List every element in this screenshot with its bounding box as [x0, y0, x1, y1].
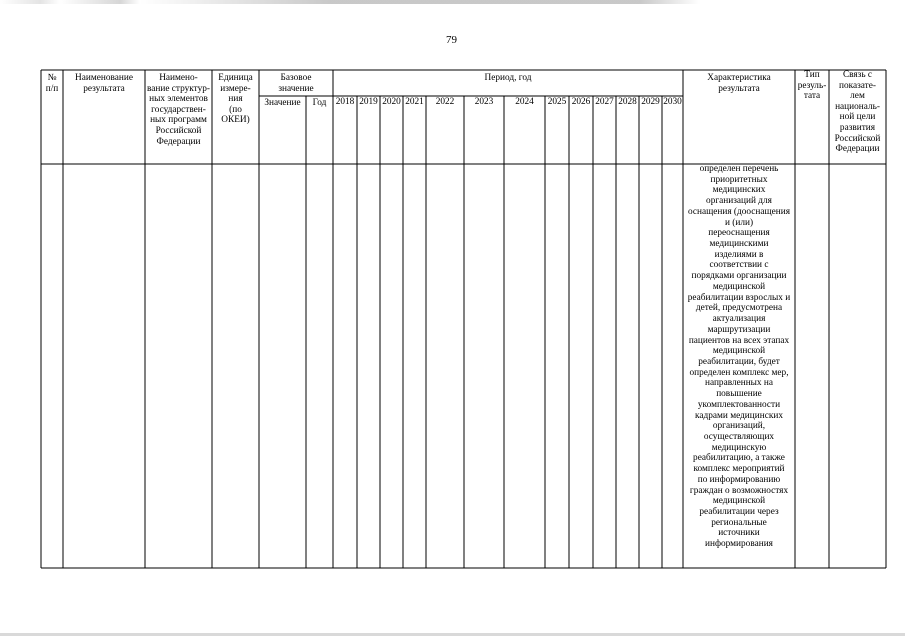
characteristic-line: информирования: [705, 539, 773, 550]
header-period: Период, год: [484, 73, 532, 83]
page-number: 79: [446, 34, 457, 46]
characteristic-line: организаций,: [712, 421, 766, 432]
year-2027: 2027: [595, 97, 614, 107]
characteristic-line: определен перечень: [699, 164, 779, 174]
header-link: Связь с показате- лем националь- ной цели развития Российской Федерации: [834, 70, 881, 155]
year-2020: 2020: [382, 97, 401, 107]
characteristic-line: комплекс мероприятий: [693, 464, 785, 475]
year-2023: 2023: [474, 97, 494, 107]
characteristic-line: переоснащения: [708, 228, 770, 239]
characteristic-line: организаций для: [706, 196, 772, 207]
characteristic-line: реабилитацию, а также: [693, 453, 785, 464]
characteristic-line: региональные: [711, 517, 767, 528]
year-2026: 2026: [571, 97, 591, 107]
year-2019: 2019: [359, 97, 378, 107]
header-unit: Единица измере- ния (по ОКЕИ): [218, 73, 253, 126]
characteristic-line: граждан о возможностях: [689, 485, 789, 496]
characteristic-line: маршрутизации: [707, 324, 771, 335]
characteristic-line: медицинскими: [709, 239, 769, 250]
characteristic-line: направленных на: [704, 378, 774, 389]
year-2024: 2024: [515, 97, 534, 107]
header-base-year-col: Год: [312, 98, 327, 108]
characteristic-line: реабилитации через: [699, 507, 779, 517]
year-2030: 2030: [663, 97, 682, 107]
year-2025: 2025: [547, 97, 567, 107]
characteristic-line: кадрами медицинских: [695, 410, 783, 421]
characteristic-line: детей, предусмотрена: [695, 303, 783, 314]
characteristic-line: медицинской: [712, 346, 766, 357]
header-type: Тип резуль- тата: [797, 70, 827, 102]
characteristic-line: пациентов на всех этапах: [688, 335, 790, 346]
year-2021: 2021: [405, 97, 424, 107]
header-base-value-col: Значение: [264, 98, 301, 108]
characteristic-line: соответствии с: [709, 260, 769, 271]
characteristic-line: приоритетных: [710, 174, 768, 185]
header-base-value: Базовое значение: [278, 73, 314, 94]
characteristic-line: оснащения (дооснащения: [687, 206, 791, 217]
characteristic-line: по информированию: [697, 474, 781, 485]
characteristic-line: осуществляющих: [703, 431, 775, 442]
characteristic-line: укомплектованности: [697, 399, 781, 410]
characteristic-line: актуализация: [712, 314, 766, 325]
characteristic-line: источники: [718, 528, 760, 539]
year-2022: 2022: [435, 97, 455, 107]
header-struct-name: Наимено- вание структур- ных элементов государствен- ных программ Российской Федерации: [147, 73, 210, 147]
characteristic-line: и (или): [724, 217, 754, 228]
year-2028: 2028: [618, 97, 637, 107]
result-characteristic-text: [684, 164, 794, 550]
characteristic-line: изделиями в: [714, 249, 764, 260]
characteristic-line: определен комплекс мер,: [689, 367, 789, 378]
characteristic-line: реабилитации, будет: [698, 356, 780, 367]
header-result-name: Наименование результата: [75, 73, 133, 94]
characteristic-line: медицинскую: [711, 442, 767, 453]
characteristic-line: медицинской: [712, 496, 766, 507]
year-2018: 2018: [335, 97, 355, 107]
characteristic-line: порядками организации: [691, 271, 787, 282]
characteristic-line: медицинской: [712, 281, 766, 292]
characteristic-line: повышение: [716, 389, 762, 400]
characteristic-line: реабилитации взрослых и: [687, 292, 791, 303]
year-2029: 2029: [641, 97, 660, 107]
header-characteristic: Характеристика результата: [707, 73, 771, 94]
characteristic-line: медицинских: [712, 185, 766, 196]
header-num: № п/п: [45, 73, 59, 94]
